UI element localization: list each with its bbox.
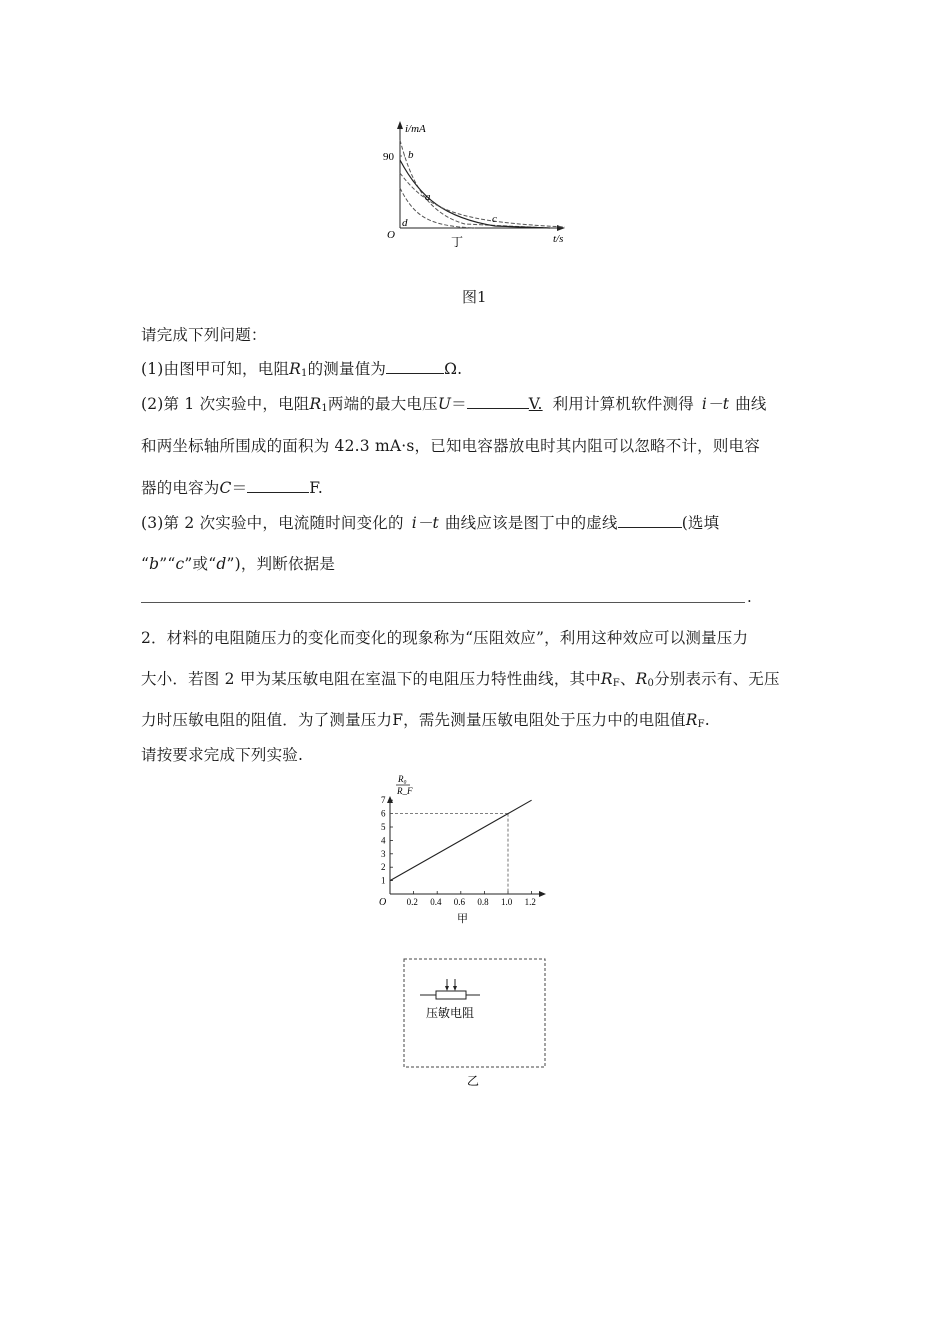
figure-2-yi-diagram [400,955,550,1090]
q1-part1-text-b: 的测量值为 [307,360,387,378]
q1-part2-text-d: 利用计算机软件测得 [552,395,694,413]
equals-sign: ＝ [231,479,248,497]
var-r0: R [635,670,648,688]
curve-d [400,188,475,228]
y-tick-label: 1 [381,875,386,886]
y-tick-label: 4 [381,835,386,846]
answer-blank-u[interactable] [467,394,529,409]
var-r1: R [309,395,322,413]
x-tick-label: 0.6 [453,897,466,907]
var-rf-sub: F [697,719,705,730]
y-axis-arrow [387,796,393,803]
y-label-denominator: R_F [397,786,413,796]
origin-label: O [387,229,395,241]
q2-line2 [141,667,780,689]
q1-part3-line1 [141,511,719,533]
q2-line1: 2．材料的电阻随压力的变化而变化的现象称为“压阻效应”，利用这种效应可以测量压力 [141,629,749,647]
curve-a [400,160,550,228]
var-rf: R [600,670,613,688]
y-tick-label: 2 [381,862,386,873]
answer-blank-curve[interactable] [618,513,682,528]
y-tick-label: 3 [381,848,386,859]
x-axis-label: t/s [553,233,564,245]
option-b: b [149,555,160,573]
q1-part2-line3 [141,476,323,498]
panel-label-ding: 丁 [451,235,464,248]
equals-sign: ＝ [451,395,467,413]
var-r1: R [289,360,302,378]
x-tick-label: 0.8 [477,897,489,907]
resistor-body [436,991,466,999]
var-u: U [437,395,452,413]
q1-part2-text-e: 曲线 [735,395,767,413]
x-tick-label: 1.0 [501,897,513,907]
q1-part1-text-c: Ω. [444,360,463,378]
pressure-arrowhead-2 [453,986,457,991]
q1-part3-line2 [141,552,335,574]
curve-b [400,140,550,228]
q2-line2-text-a: 大小．若图 2 甲为某压敏电阻在室温下的电阻压力特性曲线，其中 [141,670,601,688]
figure-1-caption: 图1 [462,288,487,306]
var-r0-sub: 0 [647,678,655,689]
data-line [390,800,532,880]
q2-line3-text-a: 力时压敏电阻的阻值．为了测量压力F，需先测量压敏电阻处于压力中的电阻值 [141,711,686,729]
q1-part2-line1 [141,392,767,414]
q1-part2-line3-text-a: 器的电容为 [141,479,220,497]
panel-label-yi: 乙 [467,1074,480,1088]
curve-label-b: b [408,149,414,161]
x-axis-arrow [557,225,565,231]
q1-part2-line3-text-b: F. [309,479,323,497]
q2-line2-text-b: 分别表示有、无压 [654,670,780,688]
var-r1-sub: 1 [321,403,328,414]
reason-period: . [747,588,752,606]
quote-open: “ [141,555,150,573]
option-c: c [175,555,185,573]
q1-part3-text-c: (选填 [681,514,720,532]
var-rf-sub: F [612,678,620,689]
var-i-t: i－t [411,514,439,532]
quote-mid-2: ”或“ [184,555,217,573]
q1-part2-line2: 和两坐标轴所围成的面积为 42.3 mA·s，已知电容器放电时其内阻可以忽略不计，则电容 [141,437,760,455]
x-tick-label: 0.4 [430,897,442,907]
q1-part2-text-b: 两端的最大电压 [327,395,438,413]
unit-v: V. [528,395,543,413]
q2-line4: 请按要求完成下列实验. [141,746,304,764]
answer-blank-reason[interactable] [141,602,745,603]
period: . [704,711,710,729]
q1-intro: 请完成下列问题： [141,326,267,344]
pressure-arrowhead-1 [445,986,449,991]
curve-label-c: c [492,213,497,225]
q1-part3-text-a: (3)第 2 次实验中，电流随时间变化的 [141,514,404,532]
curve-label-d: d [402,217,408,229]
var-rf: R [685,711,698,729]
answer-blank-c[interactable] [247,478,309,493]
var-c: C [219,479,232,497]
x-axis-arrow [539,891,546,897]
q1-part2-text-a: (2)第 1 次实验中，电阻 [141,395,310,413]
var-r1-sub: 1 [301,368,308,379]
answer-blank-r1[interactable] [386,359,444,374]
q1-part3-line2-text-b: ”)，判断依据是 [226,555,336,573]
figure-1-it-graph [375,118,575,248]
y-tick-90: 90 [383,151,394,163]
q1-part1 [141,357,462,379]
y-axis-label: i/mA [405,123,426,135]
q2-line3 [141,708,710,730]
figure-2-jia-chart [372,772,592,932]
y-axis-arrow [397,121,403,129]
panel-label-jia: 甲 [457,912,468,925]
y-tick-label: 6 [381,808,386,819]
var-i-t: i－t [701,395,730,413]
option-d: d [216,555,227,573]
q1-part3-text-b: 曲线应该是图丁中的虚线 [444,514,618,532]
resistor-label: 压敏电阻 [426,1006,475,1020]
y-label-numerator: R₀ [398,774,407,784]
y-tick-label: 5 [381,822,386,832]
q1-part1-text-a: (1)由图甲可知，电阻 [141,360,290,378]
separator: 、 [619,670,636,688]
origin-label: O [379,897,387,908]
curve-label-a: a [425,191,431,203]
x-tick-label: 0.2 [406,897,418,907]
x-tick-label: 1.2 [524,897,536,907]
quote-mid-1: ”“ [159,555,176,573]
y-tick-label: 7 [381,795,386,806]
